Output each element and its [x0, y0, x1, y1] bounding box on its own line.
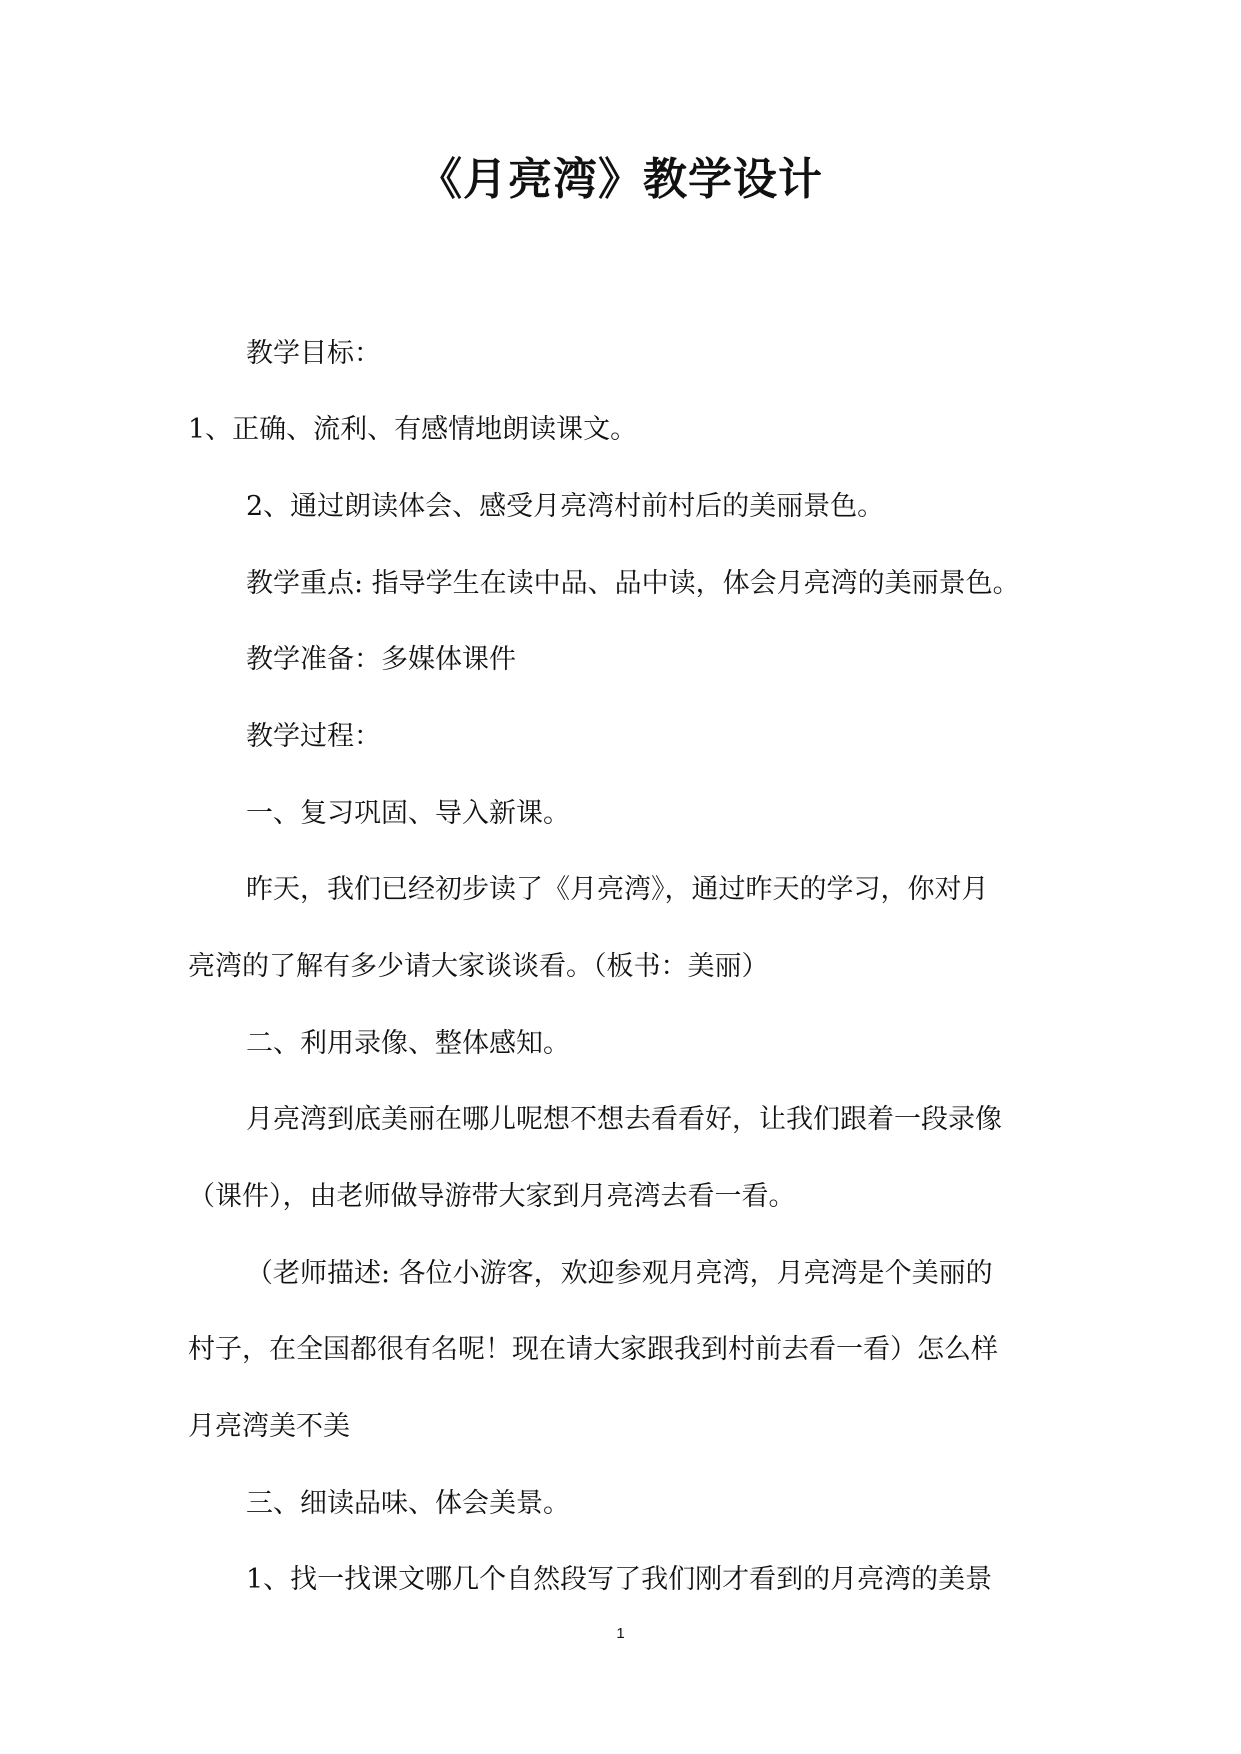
paragraph-line: （老师描述: 各位小游客，欢迎参观月亮湾，月亮湾是个美丽的	[246, 1258, 993, 1289]
paragraph-line: 村子，在全国都很有名呢！现在请大家跟我到村前去看一看）怎么样	[188, 1334, 998, 1365]
paragraph-line: 昨天，我们已经初步读了《月亮湾》，通过昨天的学习，你对月	[246, 874, 989, 905]
preparation: 教学准备：多媒体课件	[246, 644, 516, 675]
section-2-heading: 二、利用录像、整体感知。	[246, 1028, 570, 1059]
document-title: 《月亮湾》教学设计	[418, 154, 823, 205]
paragraph-line: 月亮湾到底美丽在哪儿呢想不想去看看好，让我们跟着一段录像	[246, 1104, 1002, 1135]
objective-1: 1、正确、流利、有感情地朗读课文。	[188, 414, 638, 445]
key-points: 教学重点: 指导学生在读中品、品中读，体会月亮湾的美丽景色。	[246, 568, 1020, 599]
process-heading: 教学过程：	[246, 721, 381, 752]
paragraph-line: 1、找一找课文哪几个自然段写了我们刚才看到的月亮湾的美景	[246, 1564, 993, 1595]
paragraph-line: （课件），由老师做导游带大家到月亮湾去看一看。	[188, 1181, 796, 1212]
page-number: 1	[616, 1625, 625, 1642]
paragraph-line: 月亮湾美不美	[188, 1411, 350, 1442]
section-1-heading: 一、复习巩固、导入新课。	[246, 798, 570, 829]
objectives-heading: 教学目标：	[246, 338, 381, 369]
paragraph-line: 亮湾的了解有多少请大家谈谈看。（板书：美丽）	[188, 951, 769, 982]
section-3-heading: 三、细读品味、体会美景。	[246, 1488, 570, 1519]
objective-2: 2、通过朗读体会、感受月亮湾村前村后的美丽景色。	[246, 491, 885, 522]
